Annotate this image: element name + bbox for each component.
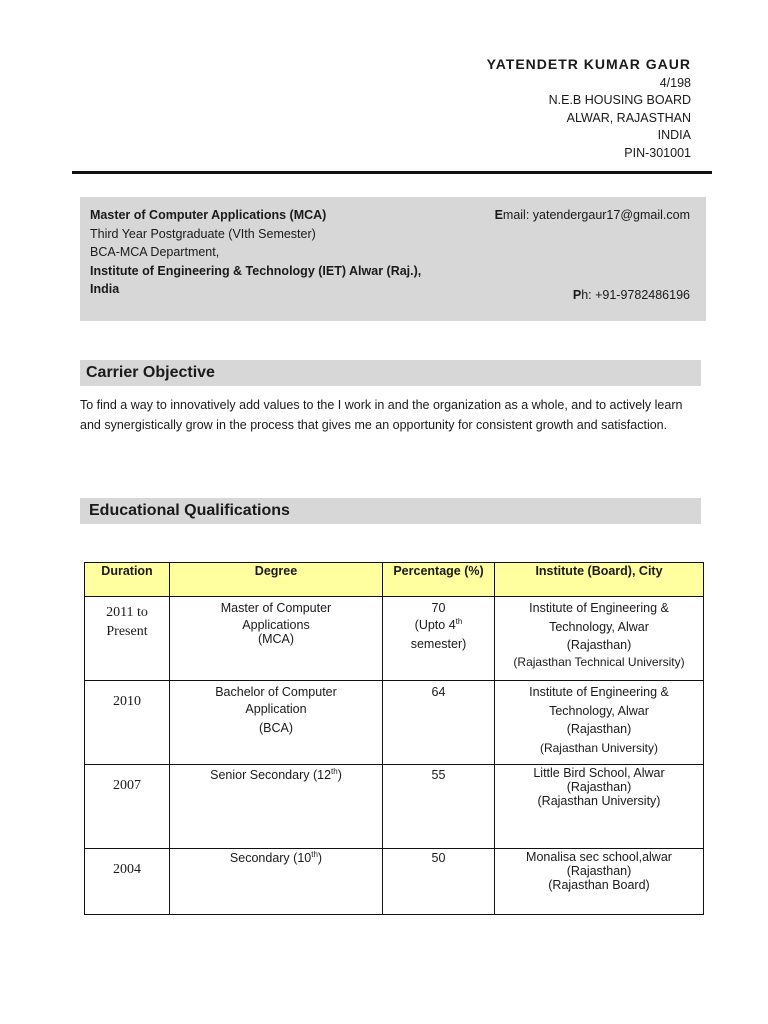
percentage-cell: 70 (Upto 4th semester) (383, 597, 495, 681)
study-year: Third Year Postgraduate (VIth Semester) (90, 226, 316, 241)
table-header-row (85, 563, 704, 597)
address-line: ALWAR, RAJASTHAN (566, 110, 691, 125)
percentage-cell: 55 (383, 765, 495, 849)
education-heading (80, 498, 701, 524)
column-header-duration: Duration (85, 563, 170, 597)
phone-initial: P (572, 288, 582, 302)
table-row (85, 765, 704, 849)
degree-cell: Senior Secondary (12th) (170, 765, 383, 849)
degree-cell: Secondary (10th) (170, 849, 383, 915)
address-line: 4/198 (659, 75, 691, 90)
table-row (85, 597, 704, 681)
phone-line (573, 286, 690, 305)
percentage-cell: 64 (383, 681, 495, 765)
objective-text: To find a way to innovatively add values to the I work in and the organization as a whole, and to actively learn and synergistically grow in the process that gives me an opportunity for consistent growth and satisfaction. (80, 398, 683, 432)
duration-cell: 2011 to Present (85, 597, 170, 681)
column-header-degree: Degree (170, 563, 383, 597)
phone-text: h: +91-9782486196 (581, 288, 690, 302)
contact-info-box (80, 197, 706, 321)
degree-cell: Master of Computer Applications (MCA) (170, 597, 383, 681)
address-line: INDIA (657, 128, 691, 142)
country: India (90, 282, 120, 296)
address-line: N.E.B HOUSING BOARD (548, 93, 691, 107)
objective-heading-text: Carrier Objective (86, 364, 215, 381)
header-divider (72, 171, 712, 174)
email-line (495, 206, 690, 225)
department: BCA-MCA Department, (90, 245, 220, 259)
institute-name: Institute of Engineering & Technology (IET) Alwar (Raj.), (90, 263, 422, 278)
table-row (85, 681, 704, 765)
duration-cell: 2007 (85, 765, 170, 849)
percentage-cell: 50 (383, 849, 495, 915)
column-header-institute: Institute (Board), City (495, 563, 704, 597)
duration-cell: 2004 (85, 849, 170, 915)
degree-title: Master of Computer Applications (MCA) (90, 208, 327, 222)
institute-cell: Little Bird School, Alwar (Rajasthan) (Rajasthan University) (495, 765, 704, 849)
table-row (85, 849, 704, 915)
program-info (90, 206, 470, 299)
education-table (84, 562, 704, 915)
degree-cell: Bachelor of Computer Application (BCA) (170, 681, 383, 765)
duration-cell: 2010 (85, 681, 170, 765)
resume-header (371, 56, 691, 162)
address-line: PIN-301001 (624, 145, 691, 160)
email-text: mail: yatendergaur17@gmail.com (502, 208, 690, 222)
institute-cell: Institute of Engineering & Technology, Alwar (Rajasthan) (Rajasthan University) (495, 681, 704, 765)
institute-cell: Institute of Engineering & Technology, Alwar (Rajasthan) (Rajasthan Technical University) (495, 597, 704, 681)
column-header-percentage: Percentage (%) (383, 563, 495, 597)
education-heading-text: Educational Qualifications (89, 502, 290, 519)
institute-cell: Monalisa sec school,alwar (Rajasthan) (Rajasthan Board) (495, 849, 704, 915)
objective-heading (80, 360, 701, 386)
candidate-name: YATENDETR KUMAR GAUR (486, 56, 691, 72)
email-initial: E (494, 208, 503, 222)
